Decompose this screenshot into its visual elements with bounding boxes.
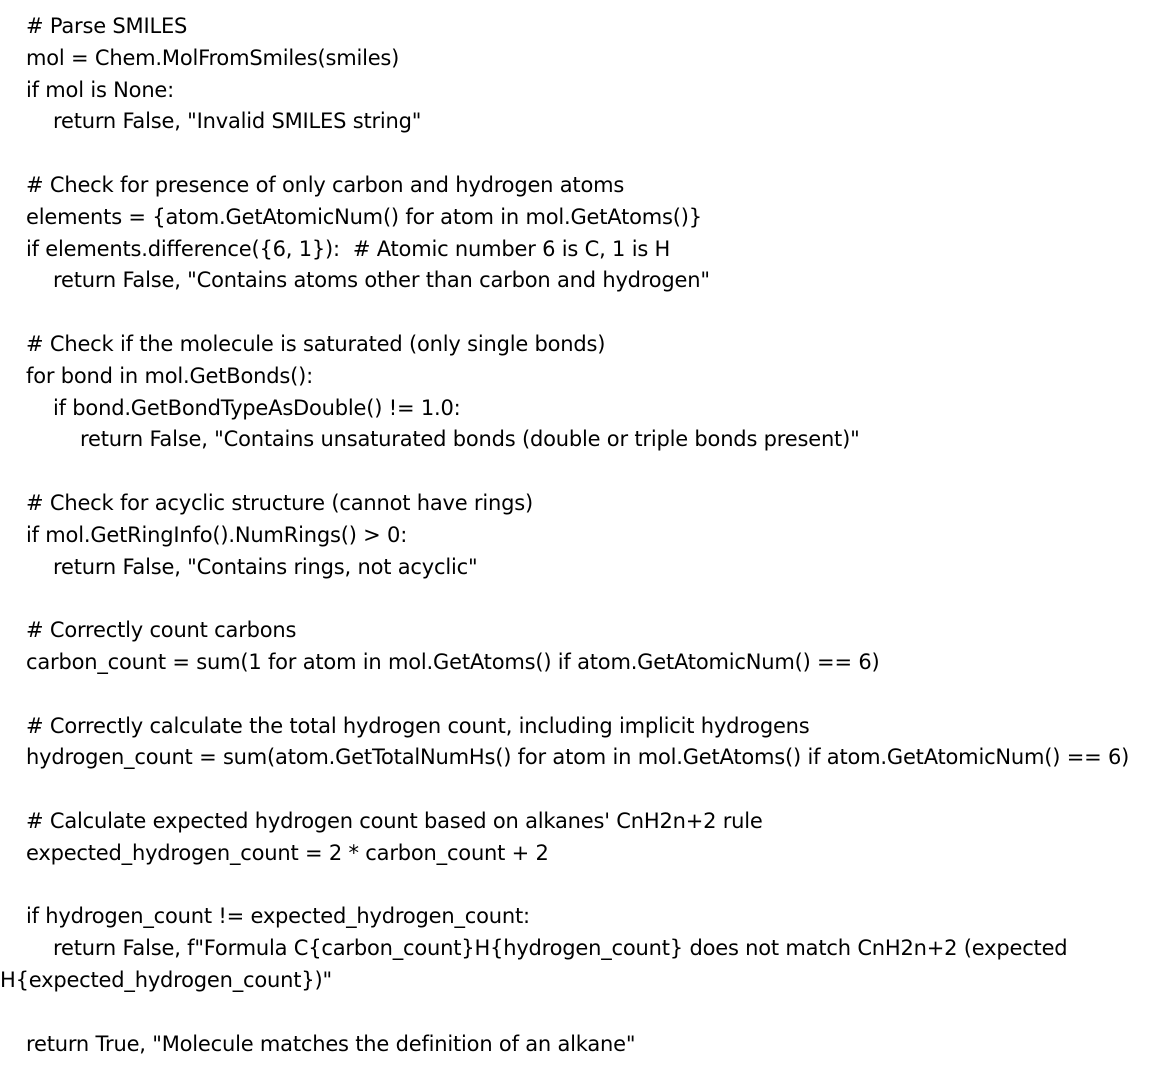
code-line: carbon_count = sum(1 for atom in mol.GetAtoms() if atom.GetAtomicNum() == 6) bbox=[26, 649, 880, 674]
code-line: # Check for presence of only carbon and hydrogen atoms bbox=[26, 172, 625, 197]
code-line: return False, f"Formula C{carbon_count}H{hydrogen_count} does not match CnH2n+2 (expected bbox=[53, 936, 1068, 961]
blank-line bbox=[0, 774, 1156, 806]
blank-line bbox=[0, 997, 1156, 1029]
code-line: # Check for acyclic structure (cannot have rings) bbox=[26, 490, 533, 515]
code-line: return False, "Invalid SMILES string" bbox=[53, 109, 422, 134]
code-line: H{expected_hydrogen_count})" bbox=[0, 967, 332, 992]
code-line: # Check if the molecule is saturated (only single bonds) bbox=[26, 331, 606, 356]
code-line: return True, "Molecule matches the definition of an alkane" bbox=[26, 1031, 636, 1056]
code-line: if mol is None: bbox=[26, 77, 175, 102]
code-line: elements = {atom.GetAtomicNum() for atom in mol.GetAtoms()} bbox=[26, 204, 702, 229]
code-line: # Parse SMILES bbox=[26, 14, 188, 38]
blank-line bbox=[0, 583, 1156, 615]
code-line: # Correctly calculate the total hydrogen count, including implicit hydrogens bbox=[26, 713, 810, 738]
code-line: for bond in mol.GetBonds(): bbox=[26, 363, 314, 388]
code-line: hydrogen_count = sum(atom.GetTotalNumHs() for atom in mol.GetAtoms() if atom.GetAtomicNum() == 6) bbox=[26, 745, 1130, 770]
code-line: # Calculate expected hydrogen count based on alkanes' CnH2n+2 rule bbox=[26, 808, 763, 833]
code-line: mol = Chem.MolFromSmiles(smiles) bbox=[26, 45, 400, 70]
blank-line bbox=[0, 679, 1156, 711]
blank-line bbox=[0, 138, 1156, 170]
code-line: if mol.GetRingInfo().NumRings() > 0: bbox=[26, 522, 408, 547]
code-block bbox=[0, 11, 1156, 1060]
code-line: if hydrogen_count != expected_hydrogen_count: bbox=[26, 904, 530, 929]
blank-line bbox=[0, 456, 1156, 488]
code-line: expected_hydrogen_count = 2 * carbon_count + 2 bbox=[26, 840, 549, 865]
code-line: return False, "Contains unsaturated bonds (double or triple bonds present)" bbox=[80, 427, 860, 452]
blank-line bbox=[0, 870, 1156, 902]
blank-line bbox=[0, 297, 1156, 329]
code-line: if bond.GetBondTypeAsDouble() != 1.0: bbox=[53, 395, 461, 420]
code-line: return False, "Contains atoms other than carbon and hydrogen" bbox=[53, 268, 710, 293]
code-line: return False, "Contains rings, not acyclic" bbox=[53, 554, 478, 579]
code-line: if elements.difference({6, 1}): # Atomic number 6 is C, 1 is H bbox=[26, 236, 671, 261]
code-line: # Correctly count carbons bbox=[26, 618, 297, 643]
